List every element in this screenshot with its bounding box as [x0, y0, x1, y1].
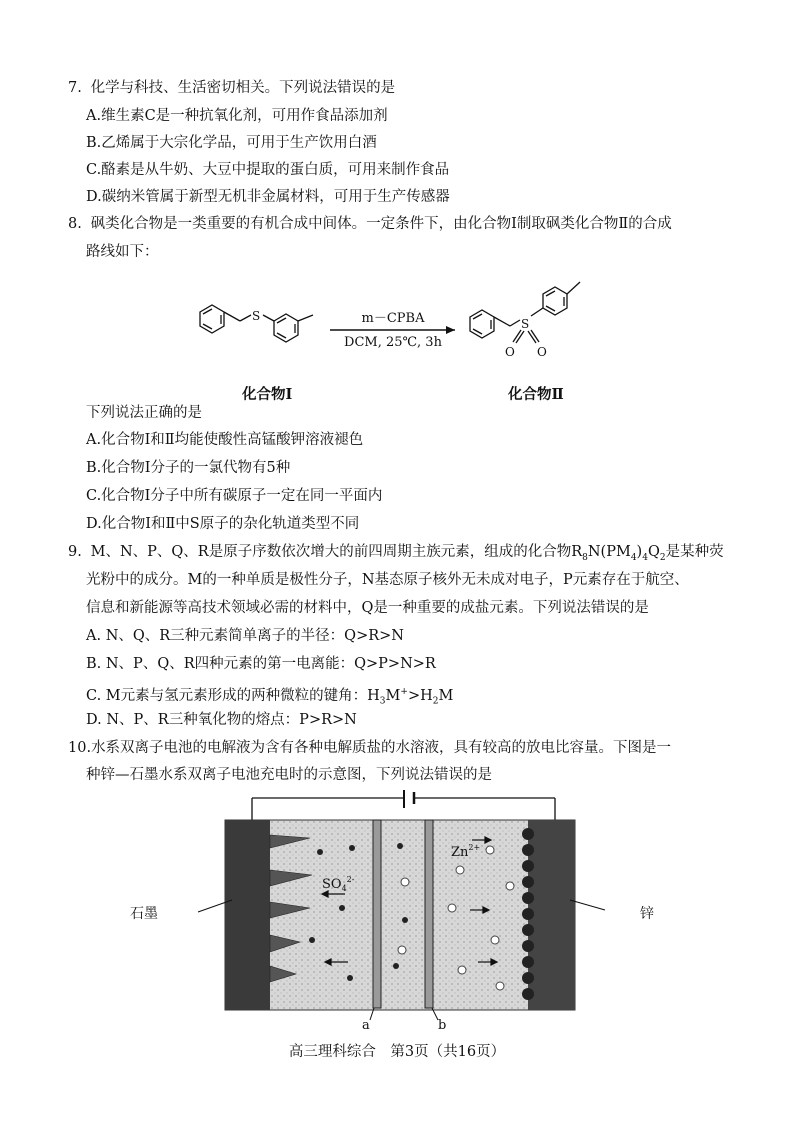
zinc-ion-label: $Zn^{2+}$ [451, 843, 481, 860]
battery-diagram [0, 790, 794, 1025]
q8-option-b: B.化合物Ⅰ分子的一氯代物有5种 [86, 460, 291, 476]
q7-stem: 7. 化学与科技、生活密切相关。下列说法错误的是 [68, 80, 396, 96]
page-footer: 高三理科综合 第3页（共16页） [288, 1044, 506, 1060]
reagent-top: m－CPBA [361, 311, 425, 326]
q9-stem: 9. M、N、P、Q、R是原子序数依次增大的前四周期主族元素，组成的化合物$R_8N(PM_4)_4Q_2$是某种荧 [68, 544, 724, 563]
reagent-bottom: DCM, 25℃, 3h [344, 335, 442, 350]
reaction-scheme [0, 270, 794, 390]
separator-b [425, 820, 433, 1008]
q8-stem: 8. 砜类化合物是一类重要的有机合成中间体。一定条件下，由化合物Ⅰ制取砜类化合物Ⅱ的合成 [68, 216, 672, 232]
compound2-oxygen-1: O [505, 345, 515, 359]
separator-b-label: b [438, 1018, 447, 1033]
compound2-label: 化合物Ⅱ [508, 386, 564, 403]
q10-stem-cont: 种锌—石墨水系双离子电池充电时的示意图，下列说法错误的是 [86, 767, 492, 783]
q9-option-a: A. N、Q、R三种元素简单离子的半径：Q>R>N [86, 628, 404, 644]
q7-option-b: B.乙烯属于大宗化学品，可用于生产饮用白酒 [86, 135, 377, 151]
q7-option-c: C.酪素是从牛奶、大豆中提取的蛋白质，可用来制作食品 [86, 162, 450, 178]
q9-option-c: C. M元素与氢元素形成的两种微粒的键角：$H_3M^+>H_2M$ [86, 687, 454, 707]
q8-lead: 下列说法正确的是 [86, 405, 202, 421]
compound1-label: 化合物Ⅰ [242, 386, 293, 403]
compound2-oxygen-2: O [537, 345, 547, 359]
compound2-structure [470, 282, 580, 343]
q7-option-d: D.碳纳米管属于新型无机非金属材料，可用于生产传感器 [86, 189, 450, 205]
q9-option-d: D. N、P、R三种氧化物的熔点：P>R>N [86, 712, 357, 728]
graphite-label: 石墨 [130, 906, 158, 922]
q8-option-a: A.化合物Ⅰ和Ⅱ均能使酸性高锰酸钾溶液褪色 [86, 432, 364, 448]
graphite-electrode [225, 820, 270, 1010]
q8-stem-cont: 路线如下： [86, 244, 159, 260]
separator-a [373, 820, 381, 1008]
compound1-sulfur: S [252, 309, 261, 323]
zinc-label: 锌 [640, 906, 654, 922]
zinc-electrode [528, 820, 575, 1010]
q7-option-a: A.维生素C是一种抗氧化剂，可用作食品添加剂 [86, 108, 388, 124]
compound2-sulfur: S [521, 317, 530, 331]
separator-a-label: a [362, 1018, 370, 1033]
zinc-fibers [522, 828, 534, 1000]
q10-stem: 10.水系双离子电池的电解液为含有各种电解质盐的水溶液，具有较高的放电比容量。下图是一 [68, 740, 672, 756]
q8-option-d: D.化合物Ⅰ和Ⅱ中S原子的杂化轨道类型不同 [86, 516, 360, 532]
q9-stem-cont-2: 信息和新能源等高技术领域必需的材料中，Q是一种重要的成盐元素。下列说法错误的是 [86, 600, 649, 616]
q9-stem-cont-1: 光粉中的成分。M的一种单质是极性分子，N基态原子核外无未成对电子，P元素存在于航空、 [86, 572, 689, 588]
sulfate-ion-label: $SO_4^{2-}$ [322, 875, 355, 893]
q8-option-c: C.化合物Ⅰ分子中所有碳原子一定在同一平面内 [86, 488, 383, 504]
q9-option-b: B. N、P、Q、R四种元素的第一电离能：Q>P>N>R [86, 656, 436, 672]
